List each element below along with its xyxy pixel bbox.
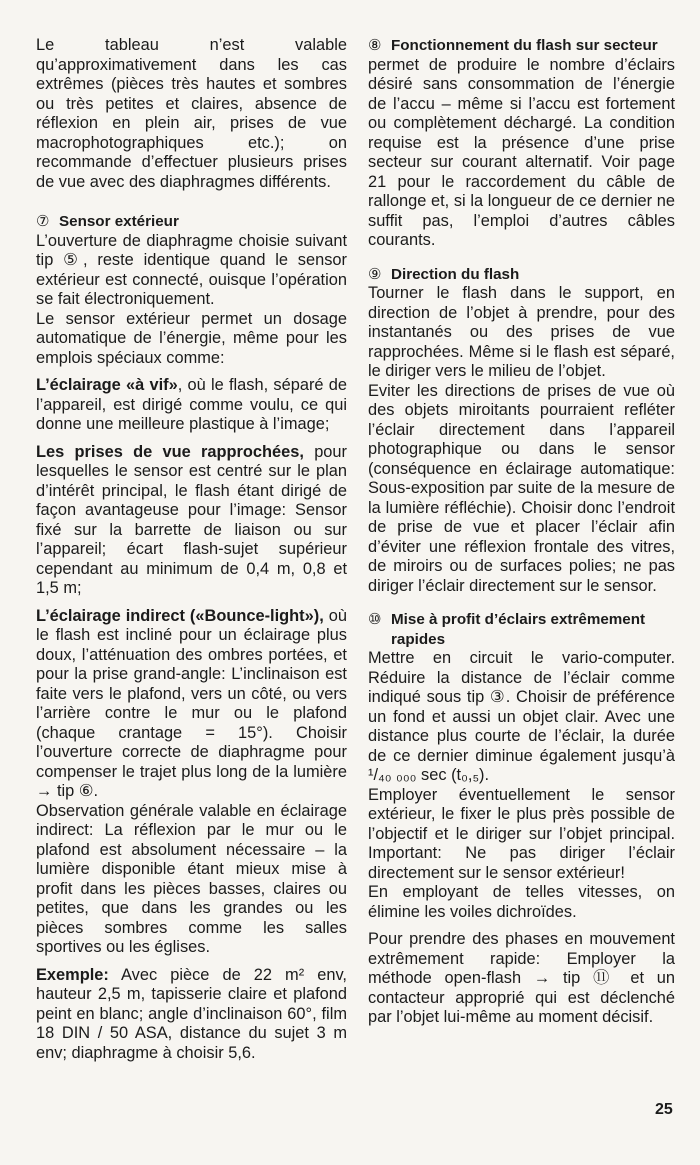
rapprochees-lead: Les prises de vue rapprochées, [36, 442, 304, 461]
section-7-p1: L’ouverture de diaphragme choisie suivant tip ⑤, reste identique quand le sensor extérieur est connecté, ouisque l’opération se fait électroniquement. [36, 231, 347, 308]
section-9-number: ⑨ [368, 265, 382, 283]
rapprochees-text: pour lesquelles le sensor est centré sur le plan d’intérêt principal, le flash étant dirigé de façon avantageuse pour l’image: Sensor fixé sur la barrette de liaison ou sur l’appareil; écart flash-sujet supérieur cependant au minimum de 0,4 m, 0,8 et 1,5 m; [36, 442, 347, 597]
section-10-heading [368, 610, 675, 649]
left-column [36, 36, 347, 1071]
section-7-number: ⑦ [36, 213, 50, 230]
section-9-heading [368, 265, 675, 285]
section-9-p1: Tourner le flash dans le support, en direction de l’objet à prendre, pour des instantanés ou des prises de vue rapprochées. Même si le flash est séparé, le diriger vers le milieu de l’objet. [368, 284, 675, 380]
section-7-heading [36, 212, 347, 232]
exemple-lead: Exemple: [36, 965, 109, 984]
right-column [368, 36, 675, 1036]
vif-text: , où le flash, séparé de l’appareil, est dirigé comme voulu, ce qui donne une meilleure plastique à l’image; [36, 376, 347, 433]
page-number: 25 [655, 1101, 673, 1118]
exemple-paragraph [36, 966, 347, 1064]
section-10-p4: Pour prendre des phases en mouvement extrêmement rapide: Employer la méthode open-flash → tip ⑪ et un contacteur approprié qui est déclenché par l’objet lui-même au moment décisif. [368, 930, 675, 1026]
observation-paragraph: Observation générale valable en éclairage indirect: La réflexion par le mur ou le plafond est absolument nécessaire – la lumière disponible étant mieux mise à profit dans les pièces basses, claires ou petites, que dans les grandes ou les pièces sombres comme les salles sportives ou les églises. [36, 801, 347, 956]
section-7-p2: Le sensor extérieur permet un dosage automatique de l’énergie, même pour les emplois spéciaux comme: [36, 309, 347, 367]
rapprochees-paragraph [36, 443, 347, 599]
section-8-number: ⑧ [368, 37, 382, 54]
vif-paragraph [36, 376, 347, 435]
section-8-heading [368, 36, 675, 56]
section-8-text: permet de produire le nombre d’éclairs désiré sans consommation de l’énergie de l’accu – même si l’accu est fortement ou complètement déchargé. La condition requise est la présence d’une prise secteur sur courant alternatif. Voir page 21 pour le raccordement du câble de rallonge et, si la longueur de ce dernier ne suffit pas, l’emploi d’autres câbles courants. [368, 55, 675, 249]
section-10-p2: Employer éventuellement le sensor extérieur, le fixer le plus près possible de l’objectif et le diriger sur l’objet principal. Important: Ne pas diriger l’éclair directement sur le sensor extérieur! [368, 785, 675, 882]
section-10-number: ⑩ [368, 611, 382, 628]
section-10-p3: En employant de telles vitesses, on élimine les voiles dichroïdes. [368, 883, 675, 921]
section-9-p2: Eviter les directions de prises de vue où des objets miroitants pourraient refléter l’éclair directement dans l’appareil photographique ou dans le sensor (conséquence en éclairage automatique: Sous-exposition par suite de la mesure de la lumière réfléchie). Choisir donc l’endroit de prise de vue et placer l’éclair afin d’éviter une réflexion frontale des vitres, de miroirs ou de surfaces polies; ne pas diriger l’éclair directement sur le sensor. [368, 381, 675, 595]
indirect-text: où le flash est incliné pour un éclairage plus doux, l’atténuation des ombres portées, et pour la prise grand-angle: L’inclinaison est faite vers le plafond, vers un côté, ou vers l’arrière contre le mur ou le plafond (chaque crantage = 15°). Choisir l’ouverture correcte de diaphragme pour compenser le trajet plus long de la lumière → tip ⑥. [36, 606, 347, 800]
section-8-title: Fonctionnement du flash sur secteur [391, 37, 658, 54]
section-10-p1: Mettre en circuit le vario-computer. Réduire la distance de l’éclair comme indiqué sous tip ③. Choisir de préférence un fond et aussi un objet clair. Avec une distance plus courte de l’éclair, la durée de ce dernier diminue également jusqu’à ¹/₄₀ ₀₀₀ sec (t₀,₅). [368, 649, 675, 784]
exemple-text: Avec pièce de 22 m² env, hauteur 2,5 m, tapisserie claire et plafond peint en blanc; angle d’inclinaison 60°, film 18 DIN / 50 ASA, distance du sujet 3 m env; diaphragme à choisir 5,6. [36, 965, 347, 1062]
section-10-title: Mise à profit d’éclairs extrêmement rapides [391, 611, 646, 648]
section-7-title: Sensor extérieur [59, 213, 179, 230]
vif-lead: L’éclairage «à vif» [36, 376, 178, 394]
indirect-paragraph [36, 607, 347, 802]
indirect-lead: L’éclairage indirect («Bounce-light»), [36, 606, 324, 625]
section-9-title: Direction du flash [391, 265, 520, 283]
intro-paragraph: Le tableau n’est valable qu’approximativement dans les cas extrêmes (pièces très hautes et sombres ou très petites et claires, absence de réflexion en plein air, prises de vue macrophotographiques etc.); on recommande d’effectuer plusieurs prises de vue avec des diaphragmes différents. [36, 36, 347, 191]
